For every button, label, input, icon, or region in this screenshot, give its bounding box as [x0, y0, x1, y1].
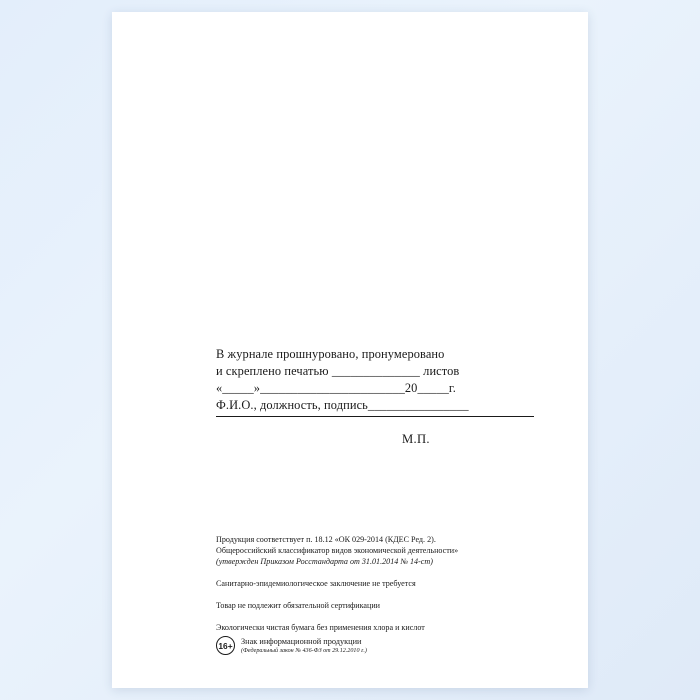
legal-paper-note: Экологически чистая бумага без применения хлора и кислот	[216, 623, 425, 632]
legal-product-line-3: (утвержден Приказом Росстандарта от 31.01.2014 № 14-ст)	[216, 557, 433, 566]
certification-line-3: «_____»_______________________20_____г.	[216, 381, 456, 395]
age-rating-badge-icon: 16+	[216, 636, 235, 655]
document-page	[112, 12, 588, 688]
certification-block	[216, 346, 546, 417]
legal-certification-note: Товар не подлежит обязательной сертификации	[216, 601, 381, 610]
legal-product-line-2: Общероссийский классификатор видов экономической деятельности»	[216, 546, 459, 555]
stamp-mark: М.П.	[402, 432, 430, 446]
age-mark-law: (Федеральный закон № 436-ФЗ от 29.12.2010 г.)	[241, 647, 367, 654]
age-mark-text	[241, 637, 367, 655]
age-mark-row	[216, 636, 367, 655]
certification-line-2: и скреплено печатью ______________ листов	[216, 364, 460, 378]
legal-product-line-1: Продукция соответствует п. 18.12 «ОК 029-2014 (КДЕС Ред. 2).	[216, 535, 436, 544]
signature-underline	[216, 416, 534, 417]
legal-sanitary-note: Санитарно-эпидемиологическое заключение не требуется	[216, 579, 416, 588]
legal-notes	[216, 534, 546, 633]
age-mark-title: Знак информационной продукции	[241, 636, 362, 646]
certification-line-1: В журнале прошнуровано, пронумеровано	[216, 347, 445, 361]
certification-line-4: Ф.И.О., должность, подпись________________	[216, 398, 469, 412]
